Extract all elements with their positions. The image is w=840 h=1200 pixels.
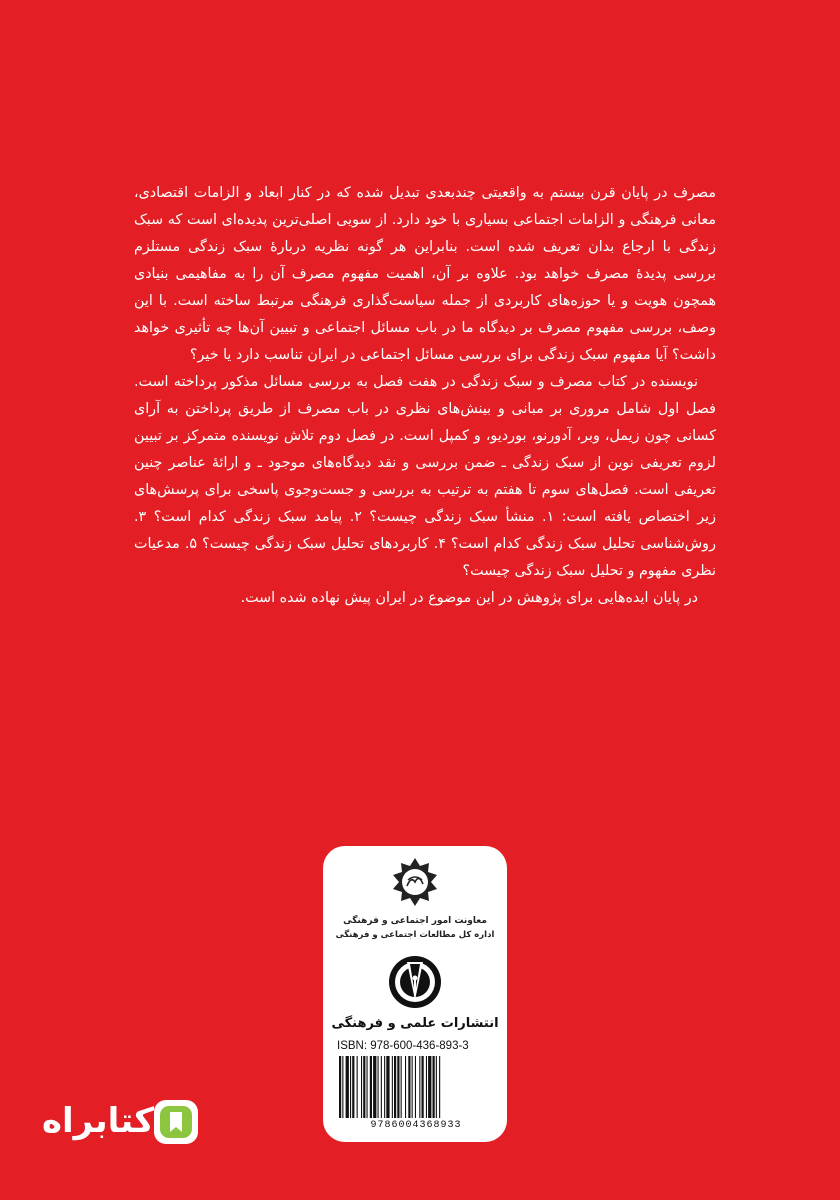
isbn-label: ISBN: 978-600-436-893-3	[337, 1040, 469, 1052]
barcode-bar	[433, 1056, 435, 1118]
barcode-bar	[361, 1056, 362, 1118]
barcode-bar	[439, 1056, 440, 1118]
pen-nib-publisher-icon	[387, 954, 443, 1016]
municipality-seal-icon	[389, 856, 441, 908]
barcode-bar	[373, 1056, 376, 1118]
publisher-panel	[323, 846, 507, 1142]
barcode-bar	[394, 1056, 396, 1118]
isbn-barcode	[337, 1056, 495, 1124]
sponsor-line-1: معاونت امور اجتماعی و فرهنگی	[343, 916, 487, 926]
barcode-bar	[405, 1056, 406, 1118]
barcode-bar	[370, 1056, 372, 1118]
barcode-bar	[422, 1056, 424, 1118]
barcode-bar	[426, 1056, 427, 1118]
publisher-name: انتشارات علمی و فرهنگی	[331, 1016, 499, 1031]
barcode-bar	[378, 1056, 379, 1118]
barcode-bar	[412, 1056, 413, 1118]
barcode-bar	[401, 1056, 402, 1118]
barcode-bar	[346, 1056, 349, 1118]
barcode-bar	[352, 1056, 354, 1118]
book-bookmark-icon	[152, 1098, 200, 1146]
barcode-bar	[381, 1056, 382, 1118]
barcode-bar	[342, 1056, 343, 1118]
barcode-bar	[386, 1056, 389, 1118]
barcode-number: 9786004368933	[370, 1120, 462, 1131]
barcode-bar	[436, 1056, 437, 1118]
barcode-bar	[415, 1056, 416, 1118]
barcode-bar	[357, 1056, 358, 1118]
barcode-bar	[397, 1056, 399, 1118]
barcode-bar	[363, 1056, 365, 1118]
brand-name: کتابراه	[41, 1101, 154, 1141]
sponsor-line-2: اداره کل مطالعات اجتماعی و فرهنگی	[335, 930, 495, 940]
barcode-bar	[392, 1056, 393, 1118]
ketabrah-brand	[38, 1092, 198, 1152]
blurb-paragraph-1: مصرف در پایان قرن بیستم به واقعیتی چندبعدی تبدیل شده که در کنار ابعاد و الزامات اقتصادی، معانی فرهنگی و الزامات اجتماعی بسیاری با خود دارد. از سویی اصلی‌ترین پدیده‌ای است که سبک زندگی با ارجاع بدان تعریف شده است. بنابراین هر گونه نظریه دربارهٔ سبک زندگی مستلزم بررسی پدیدهٔ مصرف خواهد بود. علاوه بر آن، اهمیت مفهوم مصرف آن را به مفاهیمی بنیادی همچون هویت و یا حوزه‌های کاربردی از جمله سیاست‌گذاری فرهنگی مرتبط ساخته است. با این وصف، بررسی مفهوم مصرف بر دیدگاه ما در باب مسائل اجتماعی و تبیین آن‌ها چه تأثیری خواهد داشت؟ آیا مفهوم سبک زندگی برای بررسی مسائل اجتماعی در ایران تناسب دارد یا خیر؟	[134, 185, 716, 363]
barcode-bar	[428, 1056, 431, 1118]
barcode-bar	[350, 1056, 351, 1118]
back-cover-blurb	[134, 180, 716, 612]
barcode-bar	[408, 1056, 410, 1118]
barcode-bar	[419, 1056, 420, 1118]
blurb-paragraph-2: نویسنده در کتاب مصرف و سبک زندگی در هفت فصل به بررسی مسائل مذکور پرداخته است. فصل اول شامل مروری بر مبانی و بینش‌های نظری در باب مصرف از طریق پرداختن به آرای کسانی چون زیمل، وبر، آدورنو، بوردیو، و کمپل است. در فصل دوم تلاش نویسنده متمرکز بر تبیین لزوم تعریفی نوین از سبک زندگی ـ ضمن بررسی و نقد دیدگاه‌های موجود ـ و ارائهٔ عناصر چنین تعریفی است. فصل‌های سوم تا هفتم به ترتیب به بررسی و جست‌وجوی پاسخی برای پرسش‌های زیر اختصاص یافته است: ۱. منشأ سبک زندگی چیست؟ ۲. پیامد سبک زندگی کدام است؟ ۳. روش‌شناسی تحلیل سبک زندگی کدام است؟ ۴. کاربردهای تحلیل سبک زندگی چیست؟ ۵. مدعیات نظری مفهوم و تحلیل سبک زندگی چیست؟	[134, 374, 716, 579]
barcode-bar	[339, 1056, 341, 1118]
barcode-bar	[367, 1056, 368, 1118]
barcode-bar	[384, 1056, 385, 1118]
blurb-paragraph-3: در پایان ایده‌هایی برای پژوهش در این موضوع در ایران پیش نهاده شده است.	[240, 590, 698, 606]
